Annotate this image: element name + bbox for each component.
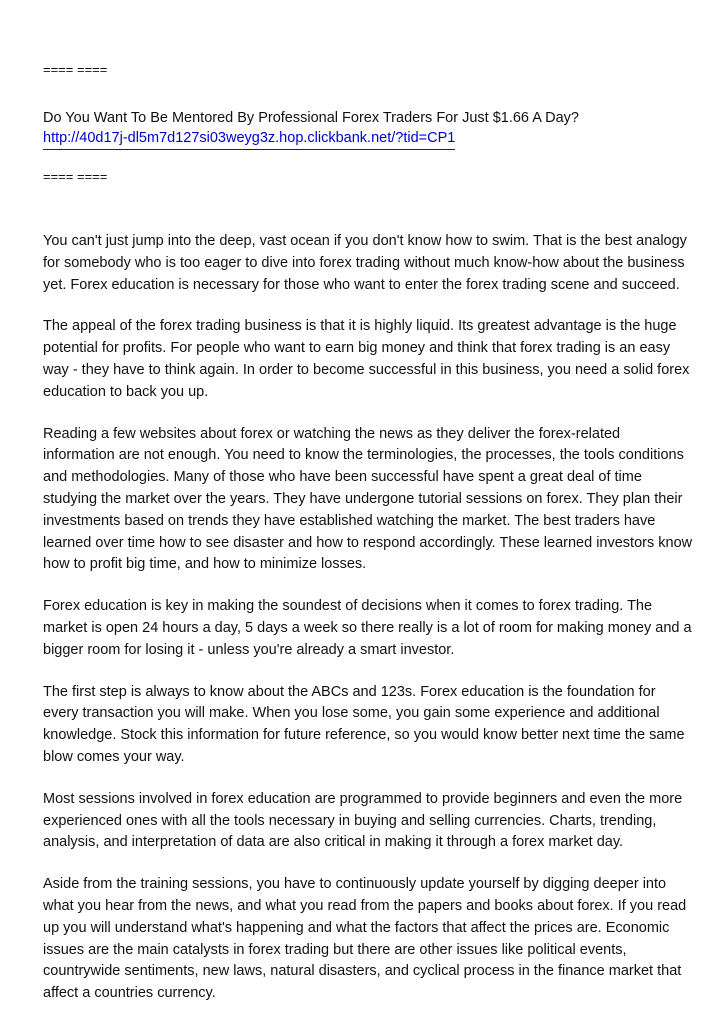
headline-block <box>43 108 693 150</box>
paragraph: The appeal of the forex trading business is that it is highly liquid. Its greatest advantage is the huge potential for profits. For people who want to earn big money and think that forex trading is an easy way - they have to think again. In order to become successful in this business, you need a solid forex education to back you up. <box>43 318 690 400</box>
document-page <box>43 62 693 1025</box>
headline: Do You Want To Be Mentored By Professional Forex Traders For Just $1.66 A Day? <box>43 110 579 126</box>
separator-bottom: ==== ==== <box>43 169 108 184</box>
paragraph: You can't just jump into the deep, vast ocean if you don't know how to swim. That is the best analogy for somebody who is too eager to dive into forex trading without much know-how about the business yet. Forex education is necessary for those who want to enter the forex trading scene and succeed. <box>43 233 687 293</box>
paragraph: The first step is always to know about the ABCs and 123s. Forex education is the foundation for every transaction you will make. When you lose some, you gain some experience and additional knowledge. Stock this information for future reference, so you would know better next time the same blow comes your way. <box>43 683 685 765</box>
paragraph: Most sessions involved in forex education are programmed to provide beginners and even the more experienced ones with all the tools necessary in buying and selling currencies. Charts, trending, analysis, and interpretation of data are also critical in making it through a forex market day. <box>43 790 683 851</box>
affiliate-link[interactable]: http://40d17j-dl5m7d127si03weyg3z.hop.clickbank.net/?tid=CP1 <box>43 128 455 150</box>
separator-top: ==== ==== <box>43 62 108 77</box>
paragraph: Forex education is key in making the soundest of decisions when it comes to forex trading. The market is open 24 hours a day, 5 days a week so there really is a lot of room for making money and a bigger room for losing it - unless you're already a smart investor. <box>43 598 692 658</box>
article-body <box>43 231 693 1005</box>
paragraph: Reading a few websites about forex or watching the news as they deliver the forex-related information are not enough. You need to know the terminologies, the processes, the tools conditions and methodologies. Many of those who have been successful have spent a great deal of time studying the market over the years. They have undergone tutorial sessions on forex. They plan their investments based on trends they have established watching the market. The best traders have learned over time how to see disaster and how to respond accordingly. These learned investors know how to profit big time, and how to minimize losses. <box>43 425 693 573</box>
paragraph: Aside from the training sessions, you have to continuously update yourself by digging deeper into what you hear from the news, and what you read from the papers and books about forex. If you read up you will understand what's happening and what the factors that affect the prices are. Economic issues are the main catalysts in forex trading but there are other issues like political events, countrywide sentiments, new laws, natural disasters, and cyclical process in the finance market that affect a countries currency. <box>43 876 687 1002</box>
